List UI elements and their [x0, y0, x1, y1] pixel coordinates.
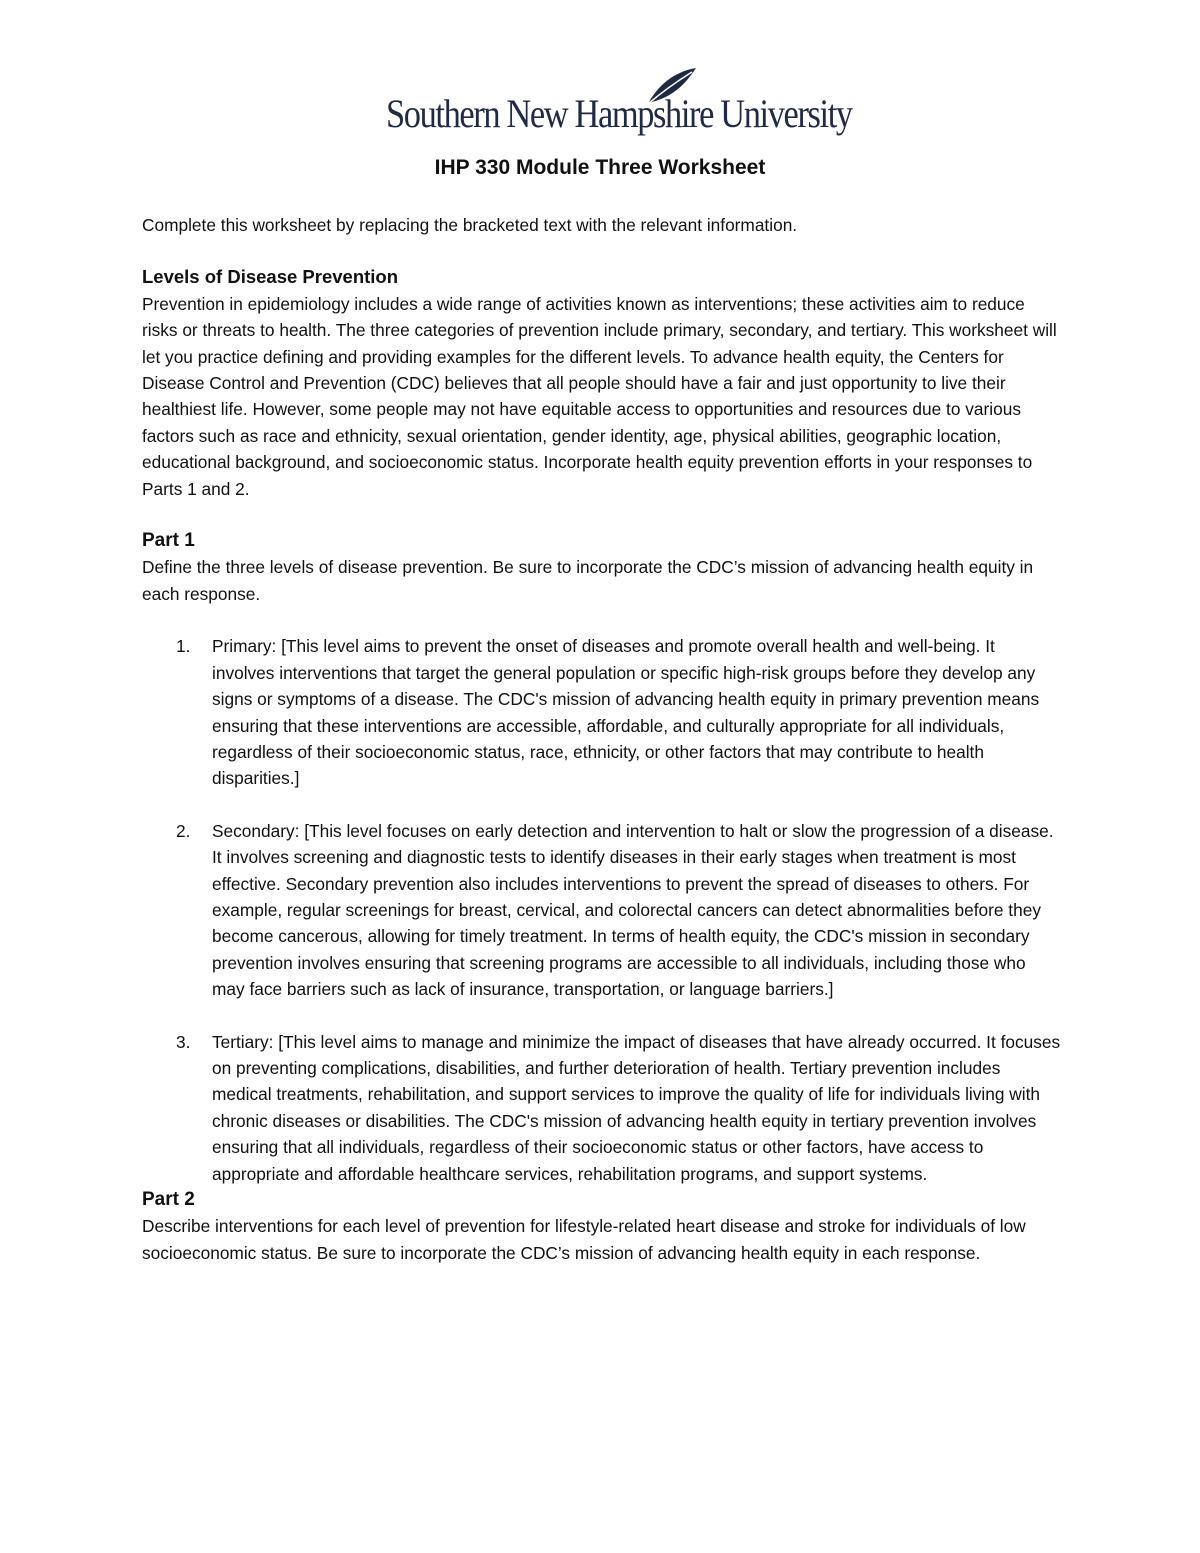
list-number: 3.	[176, 1031, 191, 1052]
list-item-secondary	[142, 818, 1062, 1003]
university-logo	[386, 66, 852, 138]
levels-heading: Levels of Disease Prevention	[142, 266, 399, 288]
part2-heading: Part 2	[142, 1189, 195, 1210]
document-body	[142, 212, 1062, 1266]
list-item-tertiary	[142, 1029, 1062, 1187]
list-item-text: Tertiary: [This level aims to manage and minimize the impact of diseases that have already occurred. It focuses on preventing complications, disabilities, and further deterioration of health. Tertiary prevention includes medical treatments, rehabilitation, and support services to improve the quality of life for individuals living with chronic diseases or disabilities. The CDC's mission of advancing health equity in tertiary prevention involves ensuring that all individuals, regardless of their socioeconomic status or other factors, have access to appropriate and affordable healthcare services, rehabilitation programs, and support systems.	[212, 1031, 1061, 1184]
list-number: 2.	[176, 820, 191, 841]
list-item-primary	[142, 633, 1062, 791]
part2-prompt: Describe interventions for each level of prevention for lifestyle-related heart disease and stroke for individuals of low socioeconomic status. Be sure to incorporate the CDC’s mission of advancing health equity in each response.	[142, 1216, 1026, 1263]
list-number: 1.	[176, 636, 191, 657]
levels-body: Prevention in epidemiology includes a wide range of activities known as interventions; these activities aim to reduce risks or threats to health. The three categories of prevention include primary, secondary, and tertiary. This worksheet will let you practice defining and providing examples for the different levels. To advance health equity, the Centers for Disease Control and Prevention (CDC) believes that all people should have a fair and just opportunity to live their healthiest life. However, some people may not have equitable access to opportunities and resources due to various factors such as race and ethnicity, sexual orientation, gender identity, age, physical abilities, geographic location, educational background, and socioeconomic status. Incorporate health equity prevention efforts in your responses to Parts 1 and 2.	[142, 293, 1057, 499]
document-title: IHP 330 Module Three Worksheet	[434, 156, 766, 179]
logo-wordmark: Southern New Hampshire University	[386, 91, 852, 136]
part1-prompt: Define the three levels of disease prevention. Be sure to incorporate the CDC’s mission of advancing health equity in each response.	[142, 557, 1034, 604]
list-item-text: Secondary: [This level focuses on early detection and intervention to halt or slow the progression of a disease. It involves screening and diagnostic tests to identify diseases in their early stages when treatment is most effective. Secondary prevention also includes interventions to prevent the spread of diseases to others. For example, regular screenings for breast, cervical, and colorectal cancers can detect abnormalities before they become cancerous, allowing for timely treatment. In terms of health equity, the CDC's mission in secondary prevention involves ensuring that screening programs are accessible to all individuals, including those who may face barriers such as lack of insurance, transportation, or language barriers.]	[212, 820, 1054, 1000]
instructions: Complete this worksheet by replacing the bracketed text with the relevant information.	[142, 215, 798, 235]
list-item-text: Primary: [This level aims to prevent the onset of diseases and promote overall health and well-being. It involves interventions that target the general population or specific high-risk groups before they develop any signs or symptoms of a disease. The CDC's mission of advancing health equity in primary prevention means ensuring that these interventions are accessible, affordable, and culturally appropriate for all individuals, regardless of their socioeconomic status, race, ethnicity, or other factors that may contribute to health disparities.]	[212, 636, 1040, 789]
part1-heading: Part 1	[142, 530, 195, 552]
prevention-levels-list	[142, 633, 1062, 1187]
